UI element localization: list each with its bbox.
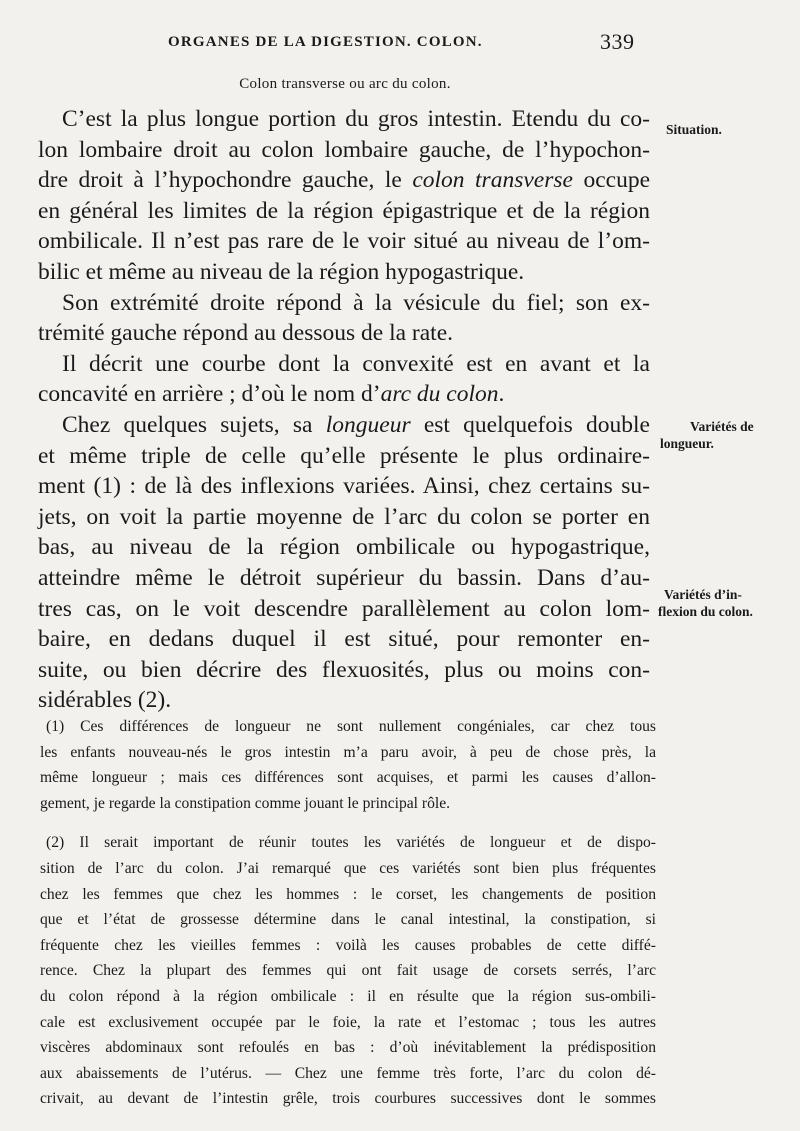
paragraph-4 [38,410,650,716]
text-line: Son extrémité droite répond à la vésicule du fiel; son ex- [62,289,650,316]
text-line: atteindre même le détroit supérieur du bassin. Dans d’au- [38,564,650,591]
text-line [38,410,650,441]
margin-note-longueur [660,418,780,452]
text-span: . [498,381,505,408]
italic-term: longueur [325,411,411,438]
text-span: est quelquefois double [423,411,650,438]
margin-note-line: Variétés de [690,419,754,434]
footnotes [40,714,656,1112]
footnote-line: les enfants nouveau-nés le gros intestin m’a paru avoir, à peu de chose près, la [40,743,656,761]
footnote-line: viscères abdominaux sont refoulés en bas : d’où inévitablement la prédisposition [40,1039,656,1057]
page-number: 339 [600,29,635,54]
footnote-line: chez les femmes que chez les hommes : le corset, les changements de position [40,885,656,903]
margin-note-situation: Situation. [666,122,722,137]
margin-note-line: flexion du colon. [658,604,753,619]
footnote-1 [40,714,656,816]
paragraph-1 [38,104,650,288]
footnote-line: fréquente chez les vieilles femmes : voilà les causes probables de cette diffé- [40,936,656,954]
footnote-spacer [40,816,656,830]
italic-term: arc du colon [380,381,499,408]
margin-note-inflexion [658,586,790,620]
text-line: Il décrit une courbe dont la convexité est en avant et la [62,350,650,377]
footnote-line: même longueur ; mais ces différences sont acquises, et parmi les causes d’allon- [40,769,656,787]
footnote-line: crivait, au devant de l’intestin grêle, trois courbures successives dont le sommes [40,1090,656,1108]
text-line: et même triple de celle qu’elle présente le plus ordinaire- [38,442,650,469]
text-line: en général les limites de la région épigastrique et de la région [38,197,650,224]
margin-note-line: Variétés d’in- [664,587,742,602]
footnote-line: (2) Il serait important de réunir toutes les variétés de longueur et de dispo- [46,834,656,852]
text-line: jets, on voit la partie moyenne de l’arc du colon se porter en [38,503,650,530]
text-line: lon lombaire droit au colon lombaire gauche, de l’hypochon- [38,136,650,163]
text-line: ment (1) : de là des inflexions variées. Ainsi, chez certains su- [38,473,650,500]
running-title: ORGANES DE LA DIGESTION. COLON. [168,34,483,50]
text-line: bilic et même au niveau de la région hypogastrique. [38,258,525,285]
footnote-2 [40,830,656,1112]
text-line [38,165,650,196]
text-line: baire, en dedans duquel il est situé, pour remonter en- [38,626,650,653]
footnote-line: sition de l’arc du colon. J’ai remarqué que ces variétés sont bien plus fréquentes [40,859,656,877]
footnote-line: (1) Ces différences de longueur ne sont nullement congéniales, car chez tous [46,718,656,735]
text-line: ombilicale. Il n’est pas rare de le voir situé au niveau de l’om- [38,228,650,255]
text-line: trémité gauche répond au dessous de la rate. [38,320,454,347]
paragraph-3 [38,349,650,410]
footnote-line: que et l’état de grossesse détermine dans le canal intestinal, la constipation, si [40,911,656,929]
text-line: suite, ou bien décrire des flexuosités, plus ou moins con- [38,656,650,683]
text-line: C’est la plus longue portion du gros intestin. Etendu du co- [62,106,650,132]
text-span: Chez quelques sujets, sa [62,411,313,438]
text-line [38,379,650,410]
text-line: bas, au niveau de la région ombilicale ou hypogastrique, [38,534,650,561]
footnote-line: rence. Chez la plupart des femmes qui ont fait usage de corsets serrés, l’arc [40,962,656,980]
paragraph-2 [38,288,650,349]
footnote-line: du colon répond à la région ombilicale : il en résulte que la région sus-ombili- [40,987,656,1005]
text-span: occupe [583,167,650,194]
text-span: dre droit à l’hypochondre gauche, le [38,167,402,194]
text-span: concavité en arrière ; d’où le nom d’ [38,381,381,408]
italic-term: colon transverse [412,167,573,194]
margin-note-line: longueur. [660,436,714,451]
footnote-line: aux abaissements de l’utérus. — Chez une femme très forte, l’arc du colon dé- [40,1064,656,1082]
running-head [0,29,800,58]
footnote-line: cale est exclusivement occupée par le foie, la rate et l’estomac ; tous les autres [40,1013,656,1031]
text-line: sidérables (2). [38,687,172,714]
main-text [38,104,650,716]
section-title: Colon transverse ou arc du colon. [239,76,451,92]
text-line: tres cas, on le voit descendre parallèlement au colon lom- [38,595,650,622]
footnote-line: gement, je regarde la constipation comme jouant le principal rôle. [40,794,451,812]
